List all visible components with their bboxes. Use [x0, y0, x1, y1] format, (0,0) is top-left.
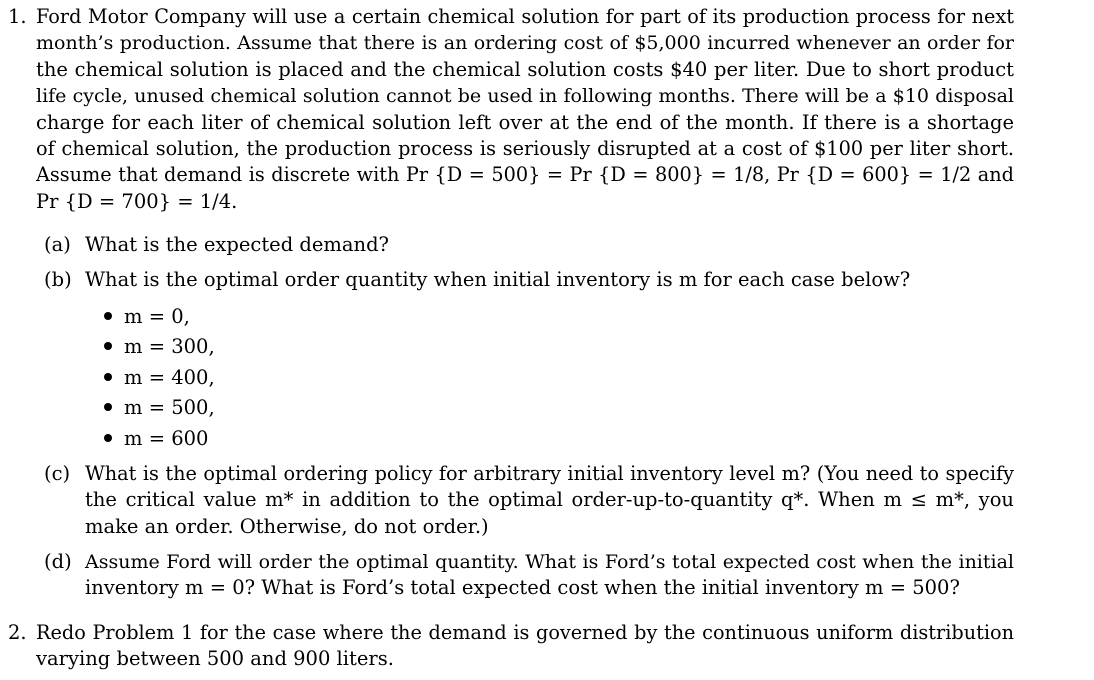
part-a-label: (a): [44, 233, 71, 256]
problem-1-line: the chemical solution is placed and the chemical solution costs $40 per liter. Due to short product: [36, 57, 1014, 81]
problem-1-line: Ford Motor Company will use a certain chemical solution for part of its production process for next: [36, 5, 1014, 28]
part-c: [44, 461, 1014, 540]
part-c-line: What is the optimal ordering policy for arbitrary initial inventory level m? (You need to specify: [85, 462, 1014, 485]
part-d-question: [85, 549, 1014, 602]
part-b: [44, 267, 1014, 293]
bullet-icon: [104, 312, 112, 320]
problem-1-line: of chemical solution, the production process is seriously disrupted at a cost of $100 per liter short.: [36, 137, 1014, 161]
case-item: [104, 365, 215, 391]
case-item: [104, 304, 190, 330]
part-d-line: inventory m = 0? What is Ford’s total expected cost when the initial inventory m = 500?: [85, 576, 960, 600]
problem-2: [8, 620, 1014, 673]
problem-1-line: Pr {D = 700} = 1/4.: [36, 189, 238, 213]
part-a: [44, 232, 1014, 258]
part-c-question: [85, 461, 1014, 540]
part-b-label: (b): [44, 268, 72, 291]
case-text: m = 0,: [124, 305, 190, 328]
bullet-icon: [104, 373, 112, 381]
part-a-line: What is the expected demand?: [85, 233, 390, 256]
case-item: [104, 334, 215, 360]
bullet-icon: [104, 342, 112, 350]
problem-1-number: 1.: [8, 5, 27, 28]
problem-2-line: varying between 500 and 900 liters.: [36, 647, 394, 671]
problem-1-line: Assume that demand is discrete with Pr {D = 500} = Pr {D = 800} = 1/8, Pr {D = 600} = 1/2 and: [36, 163, 1014, 187]
case-item: [104, 426, 208, 452]
part-d-line: Assume Ford will order the optimal quantity. What is Ford’s total expected cost when the initial: [85, 551, 1014, 573]
problem-2-line: Redo Problem 1 for the case where the demand is governed by the continuous uniform distribution: [36, 621, 1014, 644]
case-text: m = 400,: [124, 366, 215, 389]
problem-2-number: 2.: [8, 621, 27, 644]
problem-1-statement: [36, 4, 1014, 215]
part-a-question: [85, 232, 1014, 258]
bullet-icon: [104, 403, 112, 411]
problem-1-line: life cycle, unused chemical solution cannot be used in following months. There will be a $10 disposal: [36, 85, 1014, 108]
case-item: [104, 395, 215, 421]
part-b-question: [85, 267, 1014, 293]
problem-1-line: month’s production. Assume that there is an ordering cost of $5,000 incurred whenever an order for: [36, 32, 1014, 55]
part-d-label: (d): [44, 550, 72, 573]
part-c-line: the critical value m* in addition to the optimal order-up-to-quantity q*. When m ≤ m*, you: [85, 488, 1014, 512]
bullet-icon: [104, 434, 112, 442]
case-text: m = 600: [124, 427, 209, 450]
part-c-line: make an order. Otherwise, do not order.): [85, 514, 489, 538]
part-b-line: What is the optimal order quantity when initial inventory is m for each case below?: [85, 268, 911, 291]
problem-2-statement: [36, 620, 1014, 673]
problem-1: [8, 4, 1014, 215]
case-text: m = 500,: [124, 396, 215, 419]
case-text: m = 300,: [124, 335, 215, 358]
problem-1-line: charge for each liter of chemical solution left over at the end of the month. If there is a shortage: [36, 110, 1014, 134]
part-d: [44, 549, 1014, 602]
part-c-label: (c): [44, 462, 71, 485]
